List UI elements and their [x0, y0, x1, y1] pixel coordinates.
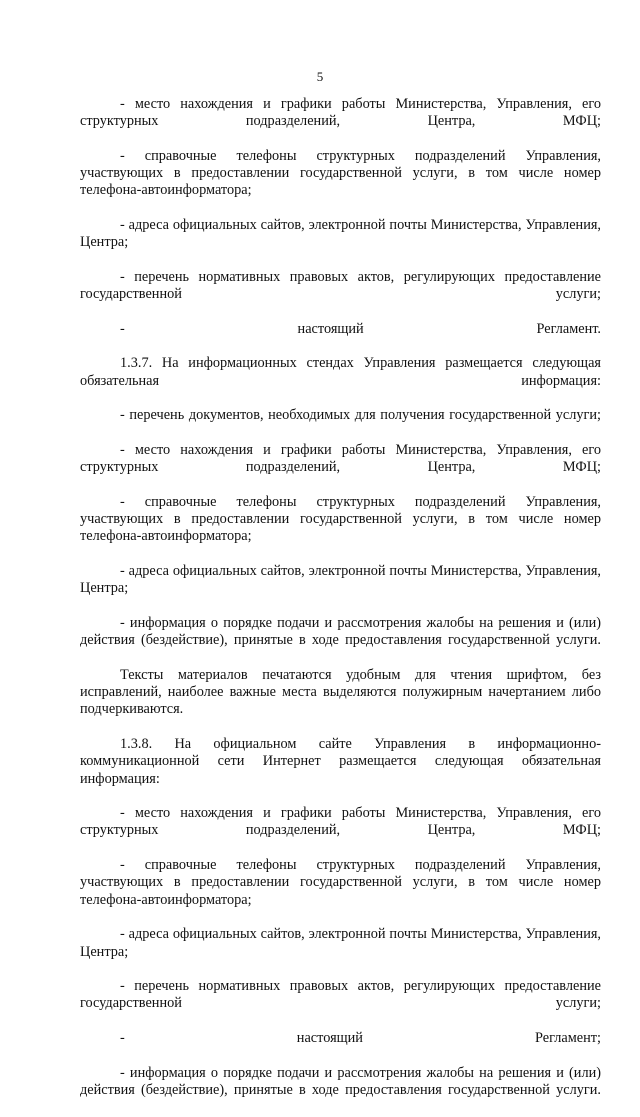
- paragraph: - адреса официальных сайтов, электронной почты Министерства, Управления, Центра;: [80, 217, 601, 251]
- paragraph: - справочные телефоны структурных подразделений Управления, участвующих в предоставлении государственной услуги, в том числе номер телефона-автоинформатора;: [80, 493, 601, 545]
- paragraph: - адреса официальных сайтов, электронной почты Министерства, Управления, Центра;: [80, 563, 601, 597]
- page-number: 5: [316, 69, 324, 84]
- paragraph: 1.3.8. На официальном сайте Управления в информационно-коммуникационной сети Интернет размещается следующая обязательная информация:: [80, 735, 601, 787]
- paragraph: - информация о порядке подачи и рассмотрения жалобы на решения и (или) действия (бездействие), принятые в ходе предоставления государственной услуги.: [80, 614, 601, 649]
- document-body: [80, 96, 601, 1117]
- paragraph: - место нахождения и графики работы Министерства, Управления, его структурных подразделений, Центра, МФЦ;: [80, 441, 601, 476]
- paragraph: - перечень нормативных правовых актов, регулирующих предоставление государственной услуги;: [80, 978, 601, 1012]
- paragraph: - справочные телефоны структурных подразделений Управления, участвующих в предоставлении государственной услуги, в том числе номер телефона-автоинформатора;: [80, 147, 601, 199]
- paragraph: - адреса официальных сайтов, электронной почты Министерства, Управления, Центра;: [80, 926, 601, 960]
- paragraph: - справочные телефоны структурных подразделений Управления, участвующих в предоставлении государственной услуги, в том числе номер телефона-автоинформатора;: [80, 857, 601, 908]
- paragraph: Тексты материалов печатаются удобным для чтения шрифтом, без исправлений, наиболее важные места выделяются полужирным начертанием либо подчеркиваются.: [80, 666, 601, 718]
- paragraph: - место нахождения и графики работы Министерства, Управления, его структурных подразделений, Центра, МФЦ;: [80, 96, 601, 130]
- paragraph: - настоящий Регламент;: [120, 1030, 601, 1047]
- paragraph: - перечень документов, необходимых для получения государственной услуги;: [120, 407, 601, 424]
- paragraph: 1.3.7. На информационных стендах Управления размещается следующая обязательная информация:: [80, 355, 601, 389]
- paragraph: - перечень нормативных правовых актов, регулирующих предоставление государственной услуги;: [80, 268, 601, 303]
- paragraph: - информация о порядке подачи и рассмотрения жалобы на решения и (или) действия (бездействие), принятые в ходе предоставления государственной услуги.: [80, 1064, 601, 1098]
- paragraph: - место нахождения и графики работы Министерства, Управления, его структурных подразделений, Центра, МФЦ;: [80, 805, 601, 839]
- paragraph: - настоящий Регламент.: [120, 320, 601, 337]
